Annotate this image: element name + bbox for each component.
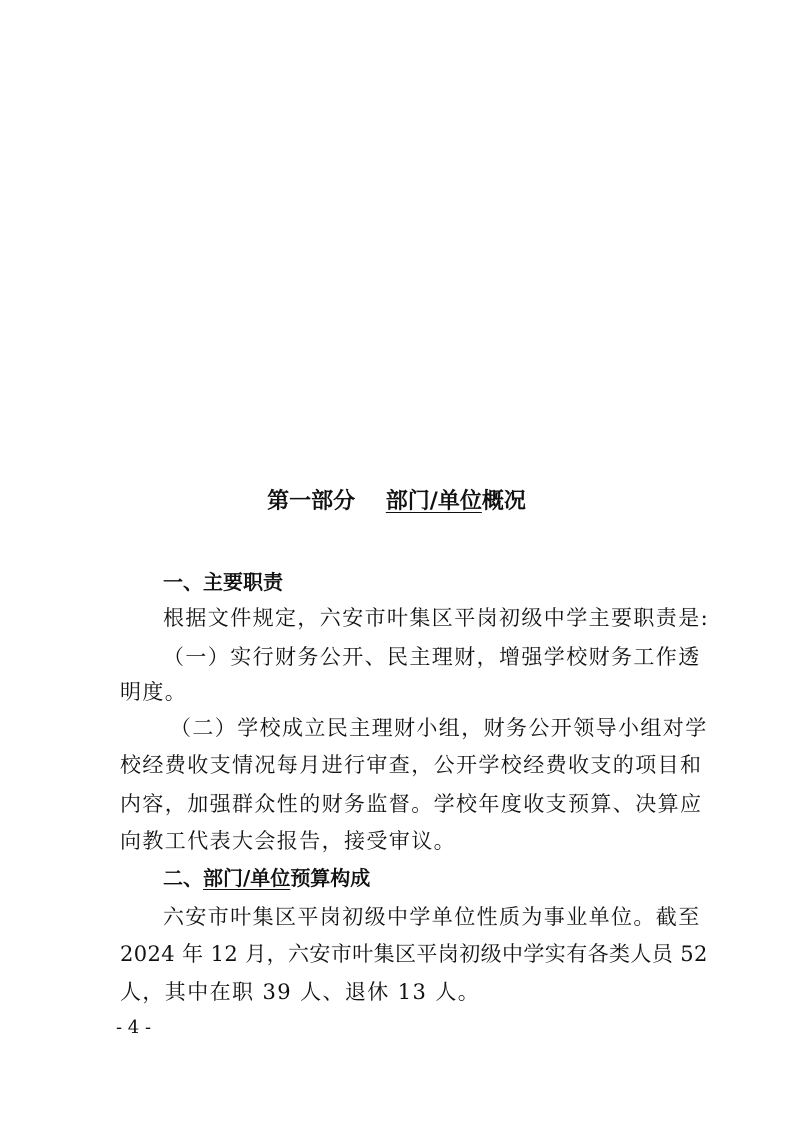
budget-heading-suffix: 预算构成 bbox=[290, 866, 371, 890]
page-number: - 4 - bbox=[116, 1017, 152, 1038]
duty-item-2-line-4: 向教工代表大会报告，接受审议。 bbox=[120, 829, 456, 853]
section-heading-duties: 一、主要职责 bbox=[163, 570, 283, 594]
duties-intro: 根据文件规定，六安市叶集区平岗初级中学主要职责是: bbox=[163, 606, 710, 630]
title-underlined: 部门/单位 bbox=[385, 489, 482, 514]
section-heading-budget bbox=[163, 862, 370, 894]
budget-heading-underlined: 部门/单位 bbox=[203, 866, 291, 890]
budget-heading-prefix: 二、 bbox=[163, 866, 203, 890]
duty-item-2-line-2: 校经费收支情况每月进行审查，公开学校经费收支的项目和 bbox=[120, 753, 703, 777]
duty-item-2-line-3: 内容，加强群众性的财务监督。学校年度收支预算、决算应 bbox=[120, 792, 703, 816]
duty-item-1-line-1: （一）实行财务公开、民主理财，增强学校财务工作透 bbox=[163, 645, 701, 669]
duty-item-1-line-2: 明度。 bbox=[120, 680, 188, 704]
budget-line-3: 人，其中在职 39 人、退休 13 人。 bbox=[120, 980, 481, 1004]
title-part: 第一部分 bbox=[267, 489, 356, 514]
budget-line-1: 六安市叶集区平岗初级中学单位性质为事业单位。截至 bbox=[163, 905, 701, 929]
duty-item-2-line-1: （二）学校成立民主理财小组，财务公开领导小组对学 bbox=[170, 716, 708, 740]
budget-line-2: 2024 年 12 月，六安市叶集区平岗初级中学实有各类人员 52 bbox=[120, 942, 708, 966]
page-title bbox=[0, 486, 793, 518]
title-rest: 概况 bbox=[481, 489, 526, 514]
